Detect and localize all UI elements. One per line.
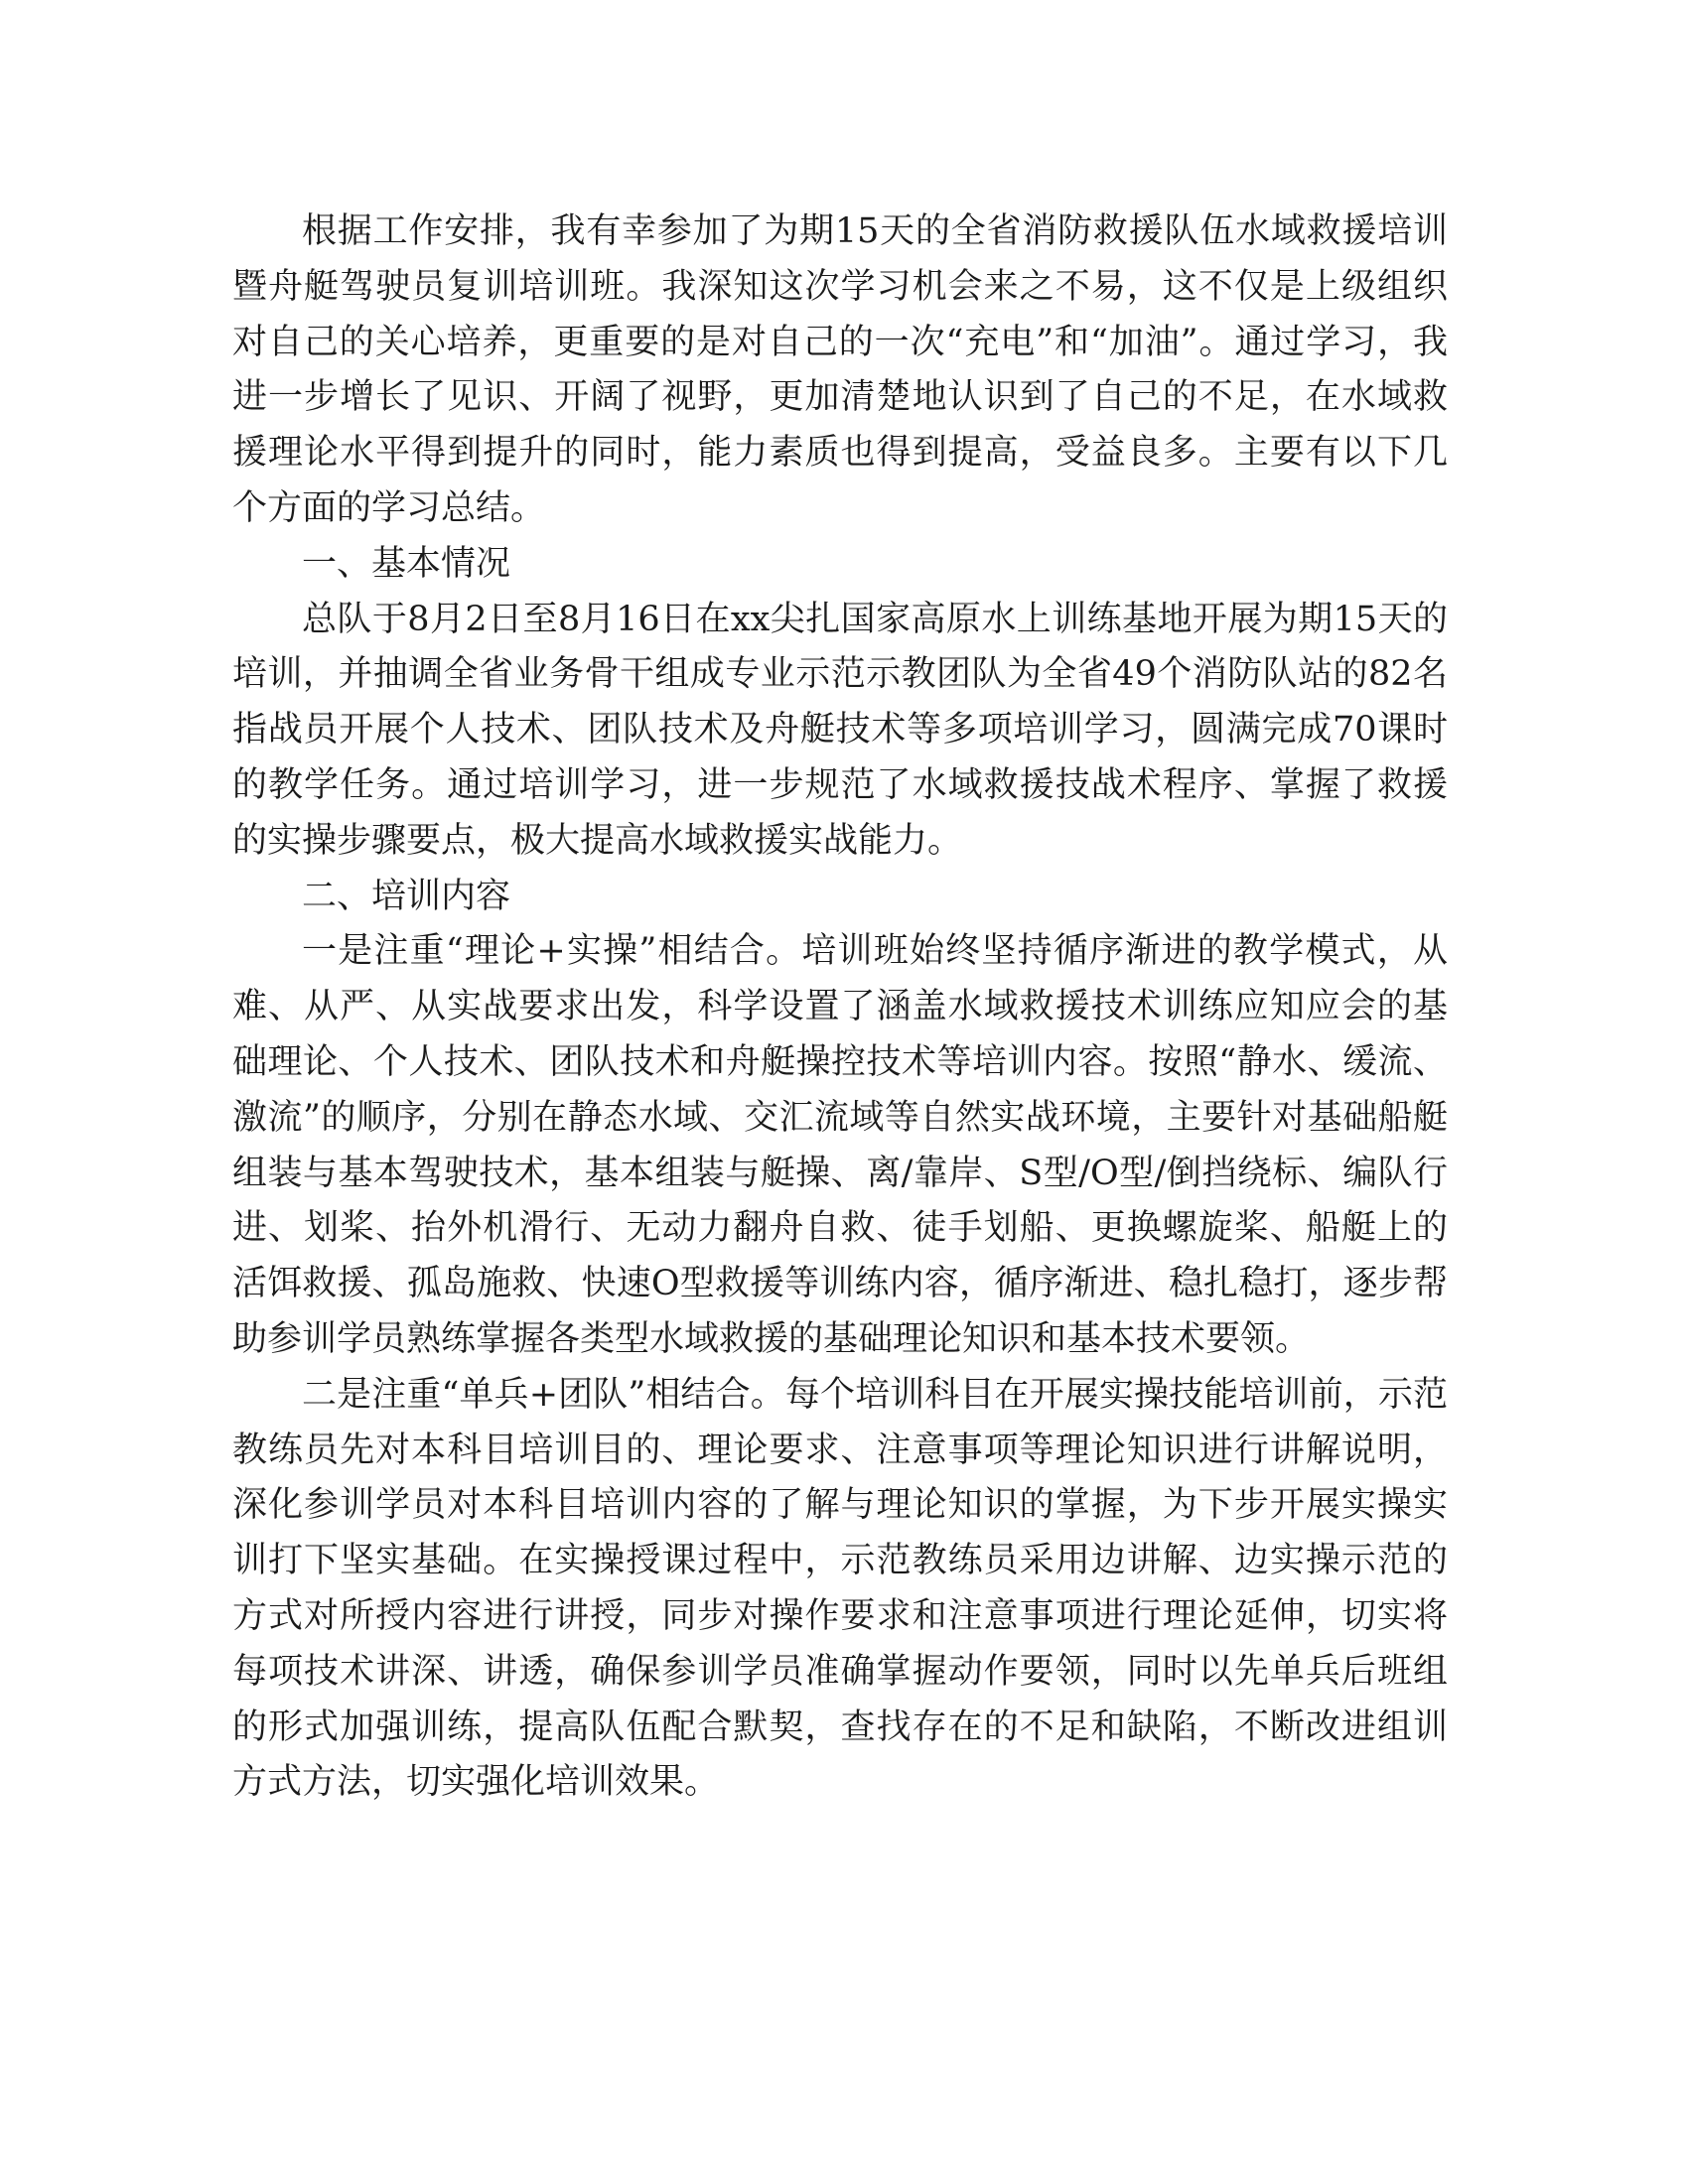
section-heading-basic-situation: 一、基本情况 (302, 543, 511, 584)
section-heading-training-content: 二、培训内容 (302, 876, 511, 916)
basic-situation-paragraph: 总队于8月2日至8月16日在xx尖扎国家高原水上训练基地开展为期15天的培训，并抽调全省业务骨干组成专业示范示教团队为全省49个消防队站的82名指战员开展个人技术、团队技术及舟艇技术等多项培训学习，圆满完成70课时的教学任务。通过培训学习，进一步规范了水域救援技战术程序、掌握了救援的实操步骤要点，极大提高水域救援实战能力。 (232, 599, 1448, 861)
individual-team-paragraph: 二是注重“单兵+团队”相结合。每个培训科目在开展实操技能培训前，示范教练员先对本科目培训目的、理论要求、注意事项等理论知识进行讲解说明，深化参训学员对本科目培训内容的了解与理论知识的掌握，为下步开展实操实训打下坚实基础。在实操授课过程中，示范教练员采用边讲解、边实操示范的方式对所授内容进行讲授，同步对操作要求和注意事项进行理论延伸，切实将每项技术讲深、讲透，确保参训学员准确掌握动作要领，同时以先单兵后班组的形式加强训练，提高队伍配合默契，查找存在的不足和缺陷，不断改进组训方式方法，切实强化培训效果。 (232, 1374, 1448, 1803)
theory-practice-paragraph: 一是注重“理论+实操”相结合。培训班始终坚持循序渐进的教学模式，从难、从严、从实战要求出发，科学设置了涵盖水域救援技术训练应知应会的基础理论、个人技术、团队技术和舟艇操控技术等培训内容。按照“静水、缓流、激流”的顺序，分别在静态水域、交汇流域等自然实战环境，主要针对基础船艇组装与基本驾驶技术，基本组装与艇操、离/靠岸、S型/O型/倒挡绕标、编队行进、划桨、抬外机滑行、无动力翻舟自救、徒手划船、更换螺旋桨、船艇上的活饵救援、孤岛施救、快速O型救援等训练内容，循序渐进、稳扎稳打，逐步帮助参训学员熟练掌握各类型水域救援的基础理论知识和基本技术要领。 (232, 931, 1448, 1359)
document-body (232, 205, 1448, 1811)
intro-paragraph: 根据工作安排，我有幸参加了为期15天的全省消防救援队伍水域救援培训暨舟艇驾驶员复训培训班。我深知这次学习机会来之不易，这不仅是上级组织对自己的关心培养，更重要的是对自己的一次“充电”和“加油”。通过学习，我进一步增长了见识、开阔了视野，更加清楚地认识到了自己的不足，在水域救援理论水平得到提升的同时，能力素质也得到提高，受益良多。主要有以下几个方面的学习总结。 (232, 211, 1448, 528)
